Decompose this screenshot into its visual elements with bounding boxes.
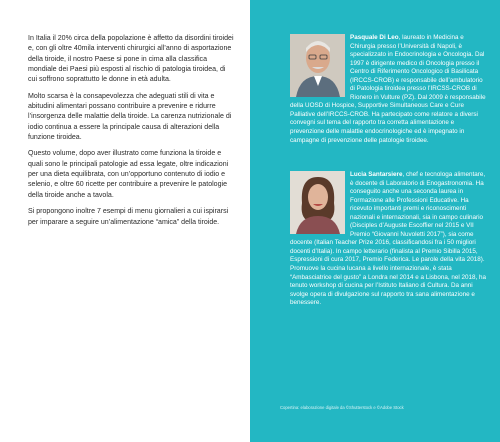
author-bio-di-leo (290, 34, 488, 145)
author-name-santarsiere: Lucia Santarsiere (350, 171, 403, 178)
synopsis-paragraph-4: Si propongono inoltre 7 esempi di menu giornalieri a cui ispirarsi per imparare a seguire un’alimentazione “amica” della tiroide. (28, 208, 229, 226)
synopsis-text (28, 34, 234, 234)
synopsis-paragraph-2: Molto scarsa è la consapevolezza che adeguati stili di vita e abitudini alimentari possano contribuire a prevenire e ridurre l’insorgenza delle malattie della tiroide. La carenza nutrizionale di iodio continua a essere la principale causa di alterazioni della funzione tiroidea. (28, 92, 232, 142)
synopsis-paragraph-1: In Italia il 20% circa della popolazione è affetto da disordini tiroidei e, con gli oltre 40mila interventi chirurgici all’anno di asportazione della tiroide, il nostro Paese si pone in cima alla classifica mondiale dei Paesi più esposti al rischio di patologia tiroidea, di cui soffrono soprattutto le donne in età adulta. (28, 35, 234, 84)
portrait-man-icon (290, 34, 345, 97)
author-name-di-leo: Pasquale Di Leo (350, 34, 399, 41)
author-photo-santarsiere (290, 171, 345, 234)
author-bio-text-santarsiere: , chef e tecnologa alimentare, è docente di Laboratorio di Enogastronomia. Ha conseguito anche una seconda laurea in Formazione alle Professioni Educative. Ha ricevuto importanti premi e riconoscimenti nazionali e internazionali, sia in campo culinario (Disciples d’Auguste Escoffier nel 2015 e VII Premio “Giovanni Nuvoletti 2017”), sia come docente (Italian Teacher Prize 2016, classificandosi fra i 50 migliori docenti d’Italia). In campo letterario (finalista al Premio Sibilla 2015, Espressioni di cura 2017, Premio Federica. Le parole della vita 2018). Promuove la cucina lucana a livello internazionale, è stata “Ambasciatrice del gusto” a Londra nel 2014 e a Lisbona, nel 2018, ha tenuto workshop di cucina per l’Istituto Italiano di Cultura. Da anni svolge opera di divulgazione sul rapporto tra sana alimentazione e benessere. (290, 171, 487, 307)
synopsis-paragraph-3: Questo volume, dopo aver illustrato come funziona la tiroide e quali sono le principali patologie ad essa legate, oltre indicazioni per una dieta equilibrata, con un’opportuno contenuto di iodio e selenio, e oltre 60 ricette per contribuire a prevenire le patologie della tiroide anche a tavola. (28, 150, 229, 199)
author-bio-santarsiere (290, 171, 488, 308)
cover-credit: Copertina: elaborazione digitale da ©Shutterstock e ©Adobe Stock (280, 405, 404, 410)
portrait-woman-icon (290, 171, 345, 234)
authors-panel (250, 0, 500, 442)
author-photo-di-leo (290, 34, 345, 97)
author-bio-text-di-leo: , laureato in Medicina e Chirurgia presso l’Università di Napoli, è specializzato in Endocrinologia e Oncologia. Dal 1997 è dirigente medico di Oncologia presso il Centro di Riferimento Oncologico di Basilicata (IRCCS-CROB) e responsabile dell’ambulatorio di Patologia tiroidea presso l’IRCSS-CROB di Rionero in Vulture (PZ). Dal 2009 è responsabile della UOSD di Hospice, Supportive Simultaneous Care e Cure Palliative dell’IRCCS-CROB. Ha partecipato come relatore a diversi convegni sul tema del rapporto tra corretta alimentazione e prevenzione delle malattie endocrinologiche ed è impegnato in campagne di prevenzione delle patologie tiroidee. (290, 34, 486, 144)
